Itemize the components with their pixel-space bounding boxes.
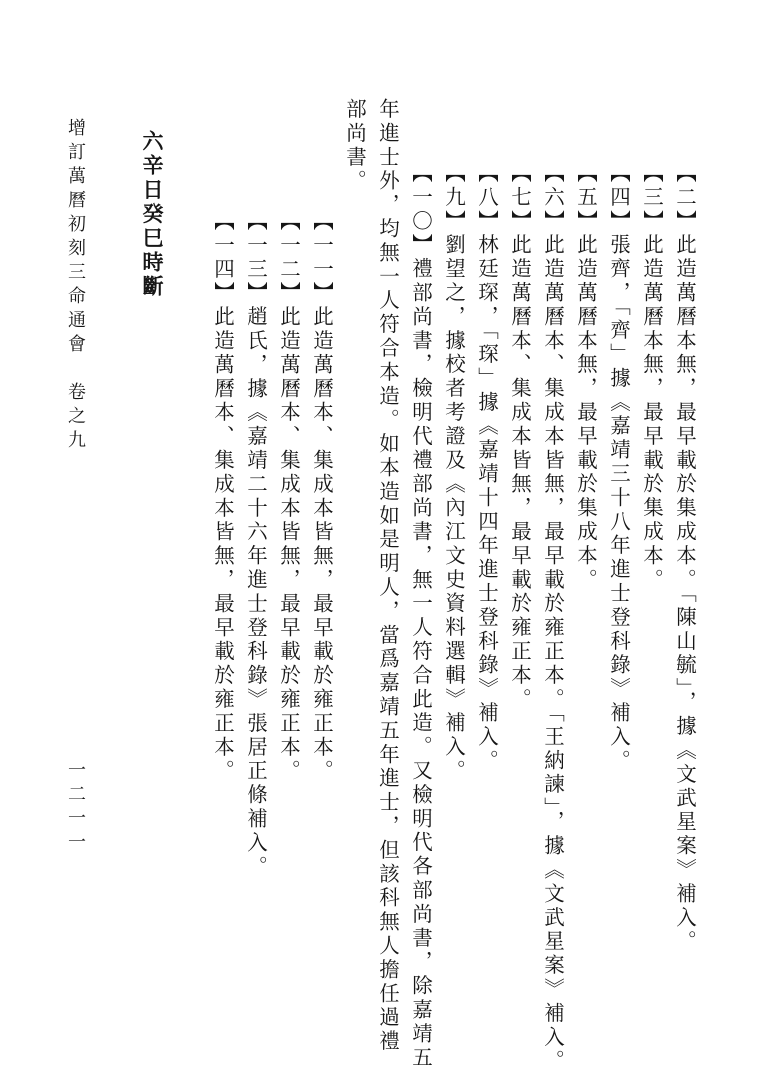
note-5: 【五】此造萬曆本無，最早載於集成本。 [573, 162, 598, 593]
note-11: 【一一】此造萬曆本、集成本皆無，最早載於雍正本。 [309, 210, 334, 784]
note-3: 【三】此造萬曆本無，最早載於集成本。 [639, 162, 664, 593]
note-2: 【二】此造萬曆本無，最早載於集成本。「陳山毓」，據《文武星案》補入。 [672, 162, 697, 955]
note-10: 【一〇】禮部尚書，檢明代禮部尚書，無一人符合此造。又檢明代各部尚書，除嘉靖五 [408, 162, 433, 1071]
note-8: 【八】林廷琛，「琛」據《嘉靖十四年進士登科錄》補入。 [474, 162, 499, 774]
page-number: 一二一一 [65, 760, 86, 856]
note-6: 【六】此造萬曆本、集成本皆無，最早載於雍正本。「王納諫」，據《文武星案》補入。 [540, 162, 565, 1074]
note-12: 【一二】此造萬曆本、集成本皆無，最早載於雍正本。 [276, 210, 301, 784]
note-7: 【七】此造萬曆本、集成本皆無，最早載於雍正本。 [507, 162, 532, 712]
note-4: 【四】張齊，「齊」據《嘉靖三十八年進士登科錄》補入。 [606, 162, 631, 774]
note-9: 【九】劉望之，據校者考證及《內江文史資料選輯》補入。 [441, 162, 466, 784]
note-14: 【一四】此造萬曆本、集成本皆無，最早載於雍正本。 [210, 210, 235, 784]
note-13: 【一三】趙氏，據《嘉靖二十六年進士登科錄》張居正條補入。 [243, 210, 268, 880]
note-10-cont-1: 年進士外，均無一人符合本造。如本造如是明人，當爲嘉靖五年進士，但該科無人擔任過禮 [375, 98, 400, 1054]
section-heading: 六辛日癸巳時斷 [140, 130, 165, 300]
note-10-cont-2: 部尚書。 [342, 98, 367, 194]
running-header: 增訂萬曆初刻三命通會 卷之九 [65, 118, 86, 454]
